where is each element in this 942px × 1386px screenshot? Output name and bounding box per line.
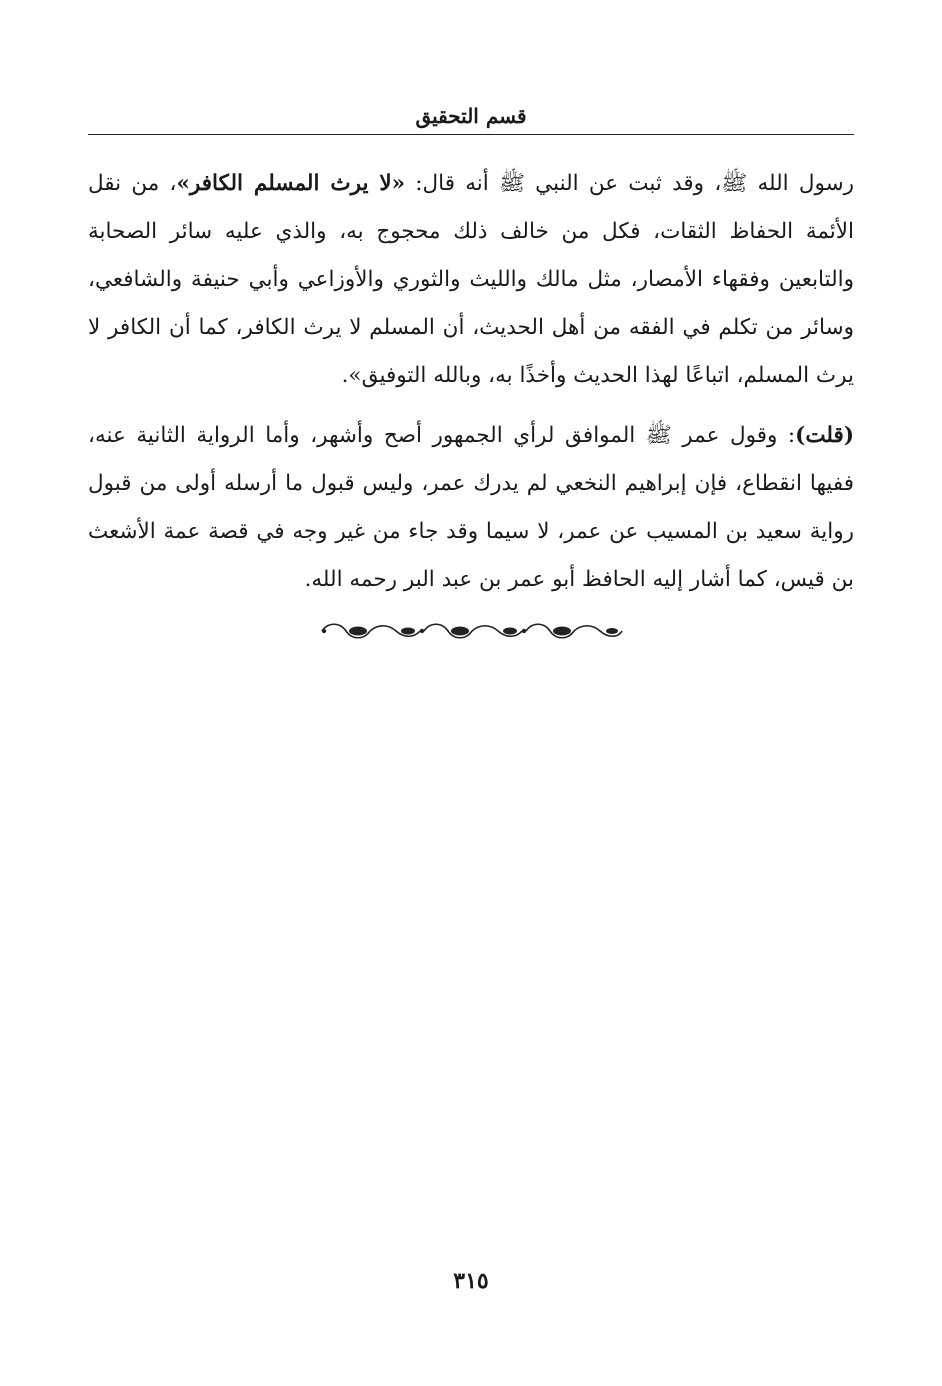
body-text — [88, 160, 854, 604]
paragraph-1 — [88, 160, 854, 400]
paragraph-1-text-a: رسول الله ﷺ، وقد ثبت عن النبي ﷺ أنه قال: — [405, 171, 855, 196]
paragraph-2-text: : وقول عمر ﷺ الموافق لرأي الجمهور أصح وأشهر، وأما الرواية الثانية عنه، ففيها انقطاع، فإن إبراهيم النخعي لم يدرك عمر، وليس قبول ما أرسله أولى من قبول رواية سعيد بن المسيب عن عمر، لا سيما وقد جاء من غير وجه في قصة عمة الأشعث بن قيس، كما أشار إليه الحافظ أبو عمر بن عبد البر رحمه الله. — [88, 423, 854, 592]
page-number: ٣١٥ — [453, 1268, 489, 1294]
header-rule — [88, 134, 854, 135]
floral-divider-icon — [318, 618, 626, 644]
paragraph-1-text-b: ، من نقل الأئمة الحفاظ الثقات، فكل من خالف ذلك محجوج به، والذي عليه سائر الصحابة والتابعين وفقهاء الأمصار، مثل مالك والليث والثوري والأوزاعي وأبي حنيفة والشافعي، وسائر من تكلم في الفقه من أهل الحديث، أن المسلم لا يرث الكافر، كما أن الكافر لا يرث المسلم، اتباعًا لهذا الحديث وأخذًا به، وبالله التوفيق». — [88, 171, 854, 388]
qult-label: (قلت) — [795, 423, 854, 448]
running-header: قسم التحقيق — [415, 104, 527, 128]
hadith-quote: «لا يرث المسلم الكافر» — [176, 171, 406, 196]
paragraph-2 — [88, 412, 854, 604]
